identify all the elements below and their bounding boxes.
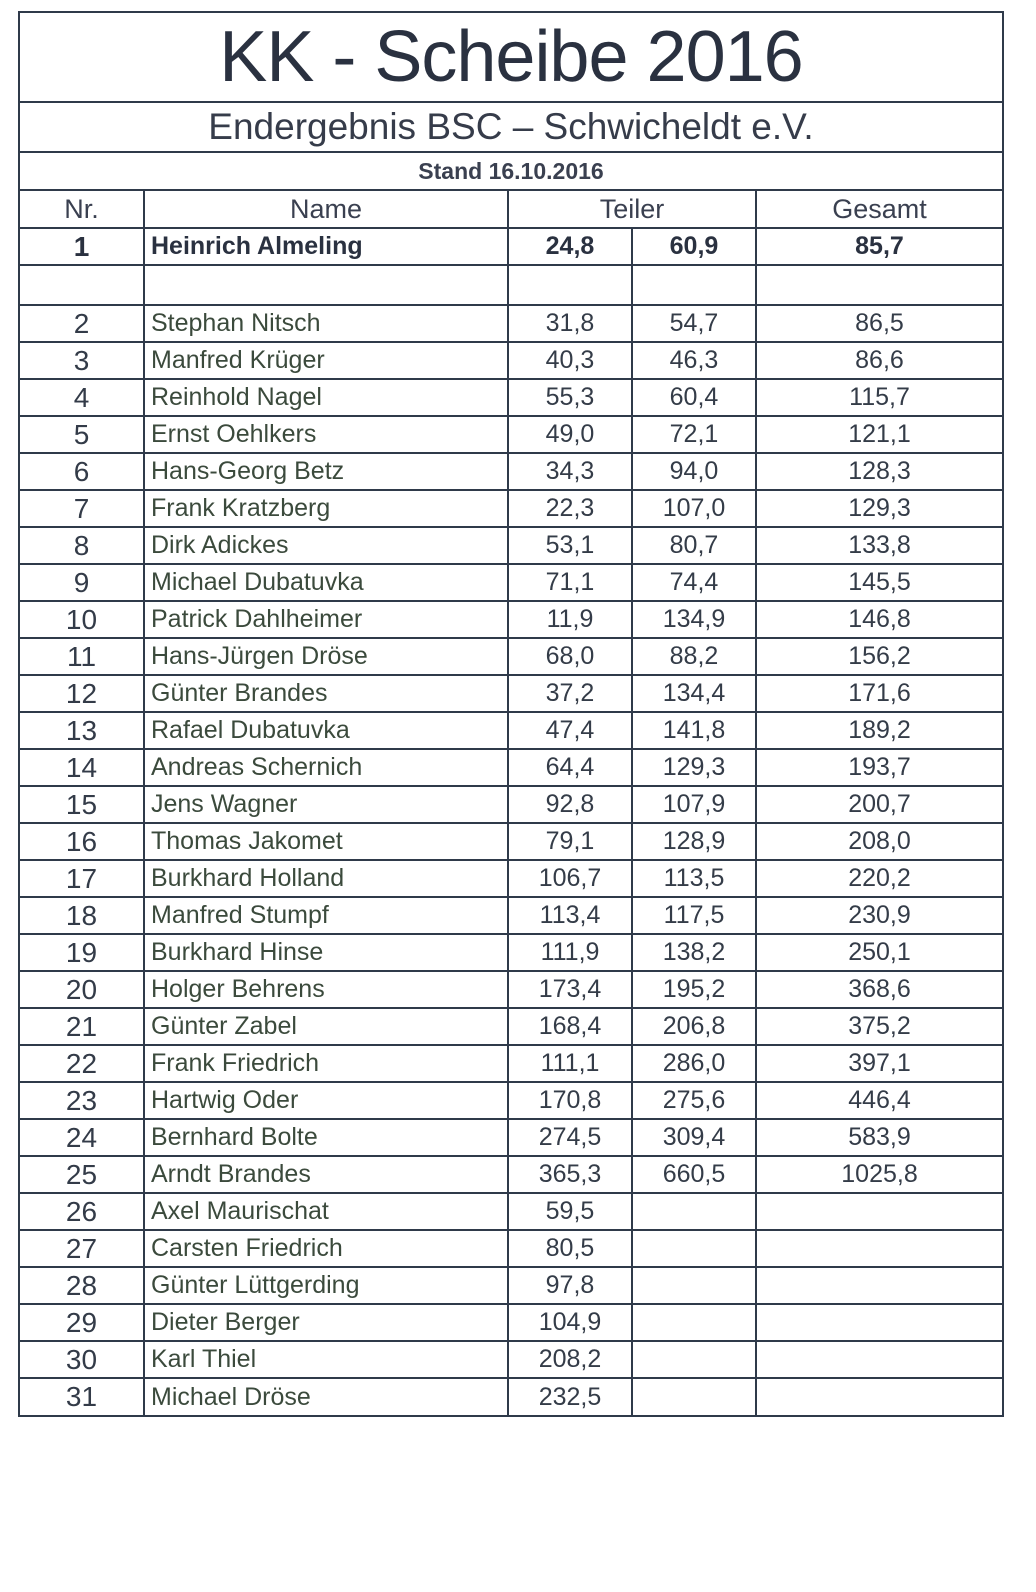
table-row [20,1045,1002,1082]
row-teiler-1: 104,9 [508,1304,632,1341]
row-teiler-1: 37,2 [508,675,632,712]
table-row [20,786,1002,823]
row-teiler-1: 64,4 [508,749,632,786]
row-total: 121,1 [756,416,1002,453]
row-teiler-1: 59,5 [508,1193,632,1230]
row-teiler-1: 47,4 [508,712,632,749]
row-total: 375,2 [756,1008,1002,1045]
row-teiler-2: 72,1 [632,416,756,453]
row-total: 583,9 [756,1119,1002,1156]
table-row [20,1230,1002,1267]
row-total [756,1193,1002,1230]
row-teiler-2 [632,1378,756,1415]
row-name: Michael Dubatuvka [144,564,508,601]
table-row [20,1267,1002,1304]
row-nr: 31 [20,1378,144,1415]
row-nr: 11 [20,638,144,675]
row-name: Rafael Dubatuvka [144,712,508,749]
row-nr: 2 [20,305,144,342]
row-nr: 23 [20,1082,144,1119]
row-total [756,1230,1002,1267]
row-teiler-2: 107,0 [632,490,756,527]
row-teiler-1: 113,4 [508,897,632,934]
results-table [20,191,1002,1415]
row-teiler-2: 309,4 [632,1119,756,1156]
row-nr: 30 [20,1341,144,1378]
row-teiler-1: 49,0 [508,416,632,453]
row-name: Dirk Adickes [144,527,508,564]
row-teiler-2: 195,2 [632,971,756,1008]
blank-row [20,265,1002,305]
row-teiler-2 [632,1304,756,1341]
row-total: 115,7 [756,379,1002,416]
row-nr: 5 [20,416,144,453]
row-total: 230,9 [756,897,1002,934]
row-teiler-1: 11,9 [508,601,632,638]
row-teiler-2: 94,0 [632,453,756,490]
winner-row [20,228,1002,265]
row-teiler-1: 68,0 [508,638,632,675]
row-teiler-1: 106,7 [508,860,632,897]
row-nr: 8 [20,527,144,564]
table-row [20,601,1002,638]
row-teiler-2: 128,9 [632,823,756,860]
row-nr: 10 [20,601,144,638]
row-teiler-1: 40,3 [508,342,632,379]
row-teiler-1: 365,3 [508,1156,632,1193]
row-nr: 18 [20,897,144,934]
table-row [20,453,1002,490]
row-total: 446,4 [756,1082,1002,1119]
row-name: Burkhard Holland [144,860,508,897]
row-nr: 24 [20,1119,144,1156]
row-teiler-1: 31,8 [508,305,632,342]
row-teiler-1: 34,3 [508,453,632,490]
table-row [20,1156,1002,1193]
row-teiler-1: 168,4 [508,1008,632,1045]
row-name: Andreas Schernich [144,749,508,786]
table-row [20,490,1002,527]
row-name: Bernhard Bolte [144,1119,508,1156]
row-teiler-1: 111,9 [508,934,632,971]
row-total: 200,7 [756,786,1002,823]
row-name: Hans-Jürgen Dröse [144,638,508,675]
winner-nr: 1 [20,228,144,265]
table-row [20,1304,1002,1341]
row-name: Stephan Nitsch [144,305,508,342]
row-teiler-1: 53,1 [508,527,632,564]
table-row [20,564,1002,601]
header-gesamt: Gesamt [756,191,1002,228]
row-nr: 25 [20,1156,144,1193]
row-teiler-1: 170,8 [508,1082,632,1119]
row-nr: 3 [20,342,144,379]
blank-cell [508,265,632,305]
table-row [20,1341,1002,1378]
row-teiler-2: 129,3 [632,749,756,786]
table-row [20,527,1002,564]
table-row [20,1008,1002,1045]
row-name: Manfred Krüger [144,342,508,379]
header-teiler: Teiler [508,191,756,228]
row-nr: 20 [20,971,144,1008]
page-title: KK - Scheibe 2016 [20,13,1002,103]
row-name: Patrick Dahlheimer [144,601,508,638]
row-name: Günter Lüttgerding [144,1267,508,1304]
table-row [20,1082,1002,1119]
row-name: Jens Wagner [144,786,508,823]
row-total: 133,8 [756,527,1002,564]
row-total: 189,2 [756,712,1002,749]
row-name: Karl Thiel [144,1341,508,1378]
row-teiler-1: 97,8 [508,1267,632,1304]
table-row [20,675,1002,712]
row-teiler-1: 232,5 [508,1378,632,1415]
row-nr: 6 [20,453,144,490]
winner-teiler-2: 60,9 [632,228,756,265]
row-teiler-2: 107,9 [632,786,756,823]
row-name: Hartwig Oder [144,1082,508,1119]
row-total: 86,6 [756,342,1002,379]
row-total: 368,6 [756,971,1002,1008]
row-teiler-1: 22,3 [508,490,632,527]
row-total: 129,3 [756,490,1002,527]
row-name: Ernst Oehlkers [144,416,508,453]
row-teiler-2: 117,5 [632,897,756,934]
row-name: Günter Zabel [144,1008,508,1045]
row-total: 146,8 [756,601,1002,638]
row-nr: 28 [20,1267,144,1304]
row-teiler-2: 134,9 [632,601,756,638]
row-name: Dieter Berger [144,1304,508,1341]
row-nr: 26 [20,1193,144,1230]
row-teiler-1: 208,2 [508,1341,632,1378]
winner-teiler-1: 24,8 [508,228,632,265]
row-teiler-2: 138,2 [632,934,756,971]
row-total: 145,5 [756,564,1002,601]
blank-cell [20,265,144,305]
row-teiler-2: 660,5 [632,1156,756,1193]
row-teiler-1: 79,1 [508,823,632,860]
table-row [20,934,1002,971]
row-name: Arndt Brandes [144,1156,508,1193]
table-row [20,712,1002,749]
table-row [20,897,1002,934]
row-nr: 13 [20,712,144,749]
row-total: 128,3 [756,453,1002,490]
row-total: 86,5 [756,305,1002,342]
table-row [20,1119,1002,1156]
row-name: Michael Dröse [144,1378,508,1415]
results-sheet [18,11,1004,1417]
stand-date: Stand 16.10.2016 [20,153,1002,191]
row-teiler-2: 286,0 [632,1045,756,1082]
row-total: 250,1 [756,934,1002,971]
row-teiler-2 [632,1230,756,1267]
row-total: 171,6 [756,675,1002,712]
row-nr: 16 [20,823,144,860]
row-teiler-2: 60,4 [632,379,756,416]
row-teiler-2: 113,5 [632,860,756,897]
row-total: 193,7 [756,749,1002,786]
table-row [20,860,1002,897]
row-teiler-1: 274,5 [508,1119,632,1156]
row-nr: 14 [20,749,144,786]
table-row [20,1193,1002,1230]
row-teiler-1: 71,1 [508,564,632,601]
row-name: Günter Brandes [144,675,508,712]
row-teiler-2: 88,2 [632,638,756,675]
row-name: Carsten Friedrich [144,1230,508,1267]
row-name: Thomas Jakomet [144,823,508,860]
row-teiler-2: 80,7 [632,527,756,564]
table-row [20,342,1002,379]
row-name: Frank Friedrich [144,1045,508,1082]
row-nr: 4 [20,379,144,416]
blank-cell [144,265,508,305]
row-nr: 12 [20,675,144,712]
table-row [20,823,1002,860]
row-teiler-2 [632,1341,756,1378]
row-teiler-1: 92,8 [508,786,632,823]
row-teiler-2: 74,4 [632,564,756,601]
row-teiler-2: 46,3 [632,342,756,379]
table-row [20,749,1002,786]
row-teiler-2: 275,6 [632,1082,756,1119]
winner-name: Heinrich Almeling [144,228,508,265]
row-total: 220,2 [756,860,1002,897]
header-name: Name [144,191,508,228]
row-nr: 21 [20,1008,144,1045]
row-total: 1025,8 [756,1156,1002,1193]
row-name: Hans-Georg Betz [144,453,508,490]
row-total [756,1304,1002,1341]
row-teiler-2 [632,1267,756,1304]
row-teiler-2: 141,8 [632,712,756,749]
row-nr: 15 [20,786,144,823]
row-name: Manfred Stumpf [144,897,508,934]
row-teiler-1: 173,4 [508,971,632,1008]
row-teiler-2 [632,1193,756,1230]
table-row [20,416,1002,453]
row-name: Axel Maurischat [144,1193,508,1230]
row-nr: 29 [20,1304,144,1341]
row-teiler-1: 55,3 [508,379,632,416]
row-teiler-1: 80,5 [508,1230,632,1267]
row-name: Holger Behrens [144,971,508,1008]
row-teiler-2: 206,8 [632,1008,756,1045]
row-nr: 17 [20,860,144,897]
row-nr: 27 [20,1230,144,1267]
row-name: Reinhold Nagel [144,379,508,416]
row-total [756,1378,1002,1415]
table-header-row [20,191,1002,228]
row-nr: 22 [20,1045,144,1082]
table-row [20,971,1002,1008]
page-subtitle: Endergebnis BSC – Schwicheldt e.V. [20,103,1002,153]
row-total [756,1267,1002,1304]
row-total: 208,0 [756,823,1002,860]
blank-cell [756,265,1002,305]
row-teiler-1: 111,1 [508,1045,632,1082]
row-nr: 19 [20,934,144,971]
row-total [756,1341,1002,1378]
row-name: Frank Kratzberg [144,490,508,527]
row-name: Burkhard Hinse [144,934,508,971]
table-row [20,305,1002,342]
table-row [20,1378,1002,1415]
row-total: 156,2 [756,638,1002,675]
row-teiler-2: 54,7 [632,305,756,342]
row-total: 397,1 [756,1045,1002,1082]
table-row [20,638,1002,675]
blank-cell [632,265,756,305]
winner-total: 85,7 [756,228,1002,265]
row-nr: 7 [20,490,144,527]
header-nr: Nr. [20,191,144,228]
table-row [20,379,1002,416]
row-teiler-2: 134,4 [632,675,756,712]
row-nr: 9 [20,564,144,601]
